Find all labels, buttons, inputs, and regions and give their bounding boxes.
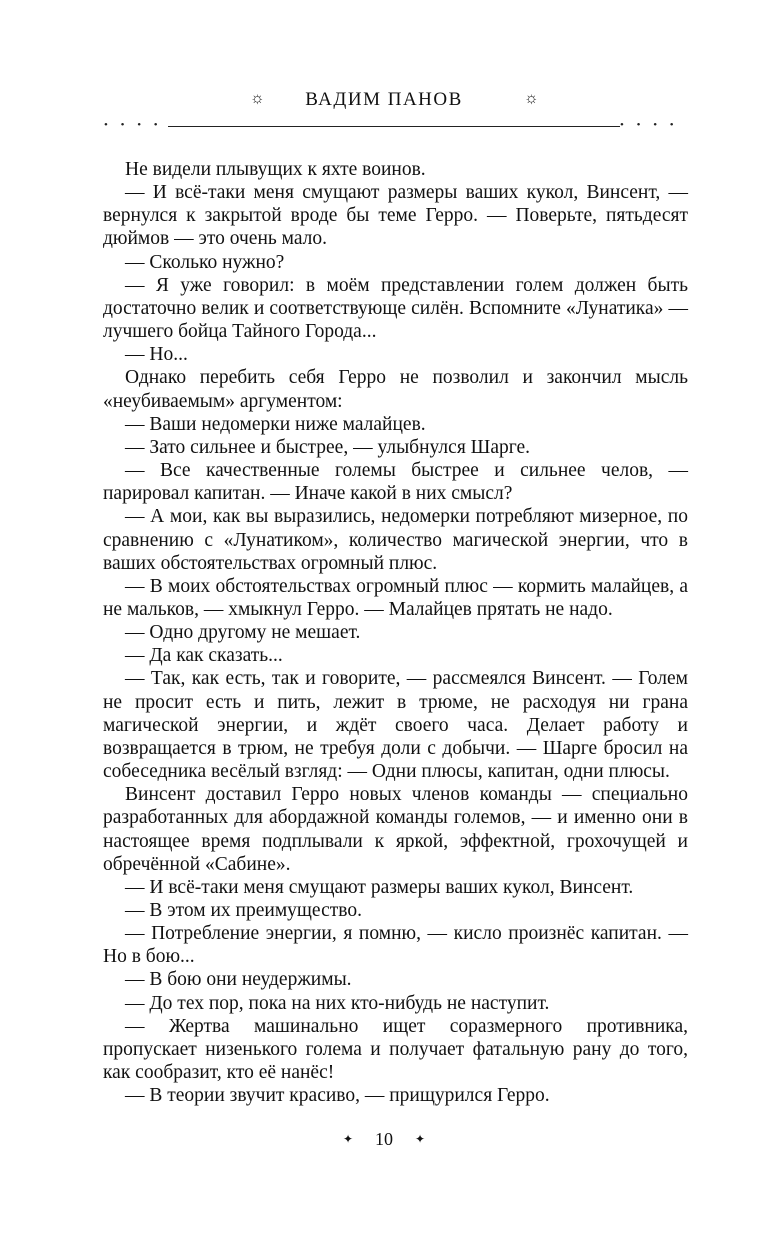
paragraph: — Ваши недомерки ниже малайцев. xyxy=(125,413,426,435)
paragraph: Не видели плывущих к яхте воинов. xyxy=(125,159,426,180)
paragraph: — Так, как есть, так и говорите, — рассмеялся Винсент. — Голем не просит есть и пить, лежит в трюме, не расходуя ни грана магической энергии, и ждёт своего часа. Делает работу и возвращается в трюм, не требуя доли с добычи. — Шарге бросил на собеседника весёлый взгляд: — Одни плюсы, капитан, одни плюсы. xyxy=(103,668,688,783)
dots-ornament-left: • • • • xyxy=(104,119,163,131)
paragraph: — Но... xyxy=(125,344,188,366)
paragraph: — Сколько нужно? xyxy=(125,251,285,273)
paragraph: — В моих обстоятельствах огромный плюс — кормить малайцев, а не мальков, — хмыкнул Герро. — Малайцев прятать не надо. xyxy=(103,575,688,620)
paragraph: — Потребление энергии, я помню, — кисло произнёс капитан. — Но в бою... xyxy=(103,923,688,968)
paragraph: — Одно другому не мешает. xyxy=(125,622,361,644)
paragraph: — В теории звучит красиво, — прищурился Герро. xyxy=(125,1085,550,1107)
header-rule xyxy=(168,126,620,127)
paragraph: — Все качественные големы быстрее и сильнее челов, — парировал капитан. — Иначе какой в них смысл? xyxy=(103,460,688,505)
body-text xyxy=(103,158,688,1107)
paragraph: — До тех пор, пока на них кто-нибудь не наступит. xyxy=(125,992,550,1014)
paragraph: — В бою они неудержимы. xyxy=(125,969,352,991)
paragraph: — И всё-таки меня смущают размеры ваших кукол, Винсент. xyxy=(125,876,634,898)
author-name: ВАДИМ ПАНОВ xyxy=(305,89,463,110)
star-ornament-icon: ✦ xyxy=(415,1132,426,1146)
paragraph: — Зато сильнее и быстрее, — улыбнулся Шарге. xyxy=(125,436,531,458)
paragraph: — Я уже говорил: в моём представлении голем должен быть достаточно велик и соответствующе силён. Вспомните «Лунатика» — лучшего бойца Тайного Города... xyxy=(103,274,688,343)
paragraph: — И всё-таки меня смущают размеры ваших кукол, Винсент, — вернулся к закрытой вроде бы теме Герро. — Поверьте, пятьдесят дюймов — это очень мало. xyxy=(103,182,688,250)
sun-ornament-icon: ☼ xyxy=(524,90,539,107)
paragraph: Винсент доставил Герро новых членов команды — специально разработанных для абордажной команды големов, — и именно они в настоящее время подплывали к яркой, эффектной, грохочущей и обречённой «Сабине». xyxy=(103,784,688,875)
star-ornament-icon: ✦ xyxy=(342,1132,353,1146)
page-number: 10 xyxy=(375,1129,393,1149)
paragraph: — А мои, как вы выразились, недомерки потребляют мизерное, по сравнению с «Лунатиком», количество магической энергии, что в ваших обстоятельствах огромный плюс. xyxy=(103,506,688,574)
paragraph: — В этом их преимущество. xyxy=(125,900,362,921)
running-head xyxy=(0,88,768,131)
paragraph: — Да как сказать... xyxy=(125,645,283,667)
dots-ornament-right: • • • • xyxy=(620,119,679,131)
page-footer xyxy=(0,1128,768,1150)
sun-ornament-icon: ☼ xyxy=(250,90,265,107)
paragraph: Однако перебить себя Герро не позволил и закончил мысль «неубиваемым» аргументом: xyxy=(103,367,688,412)
paragraph: — Жертва машинально ищет соразмерного противника, пропускает низенького голема и получает фатальную рану до того, как сообразит, кто её нанёс! xyxy=(103,1015,688,1084)
